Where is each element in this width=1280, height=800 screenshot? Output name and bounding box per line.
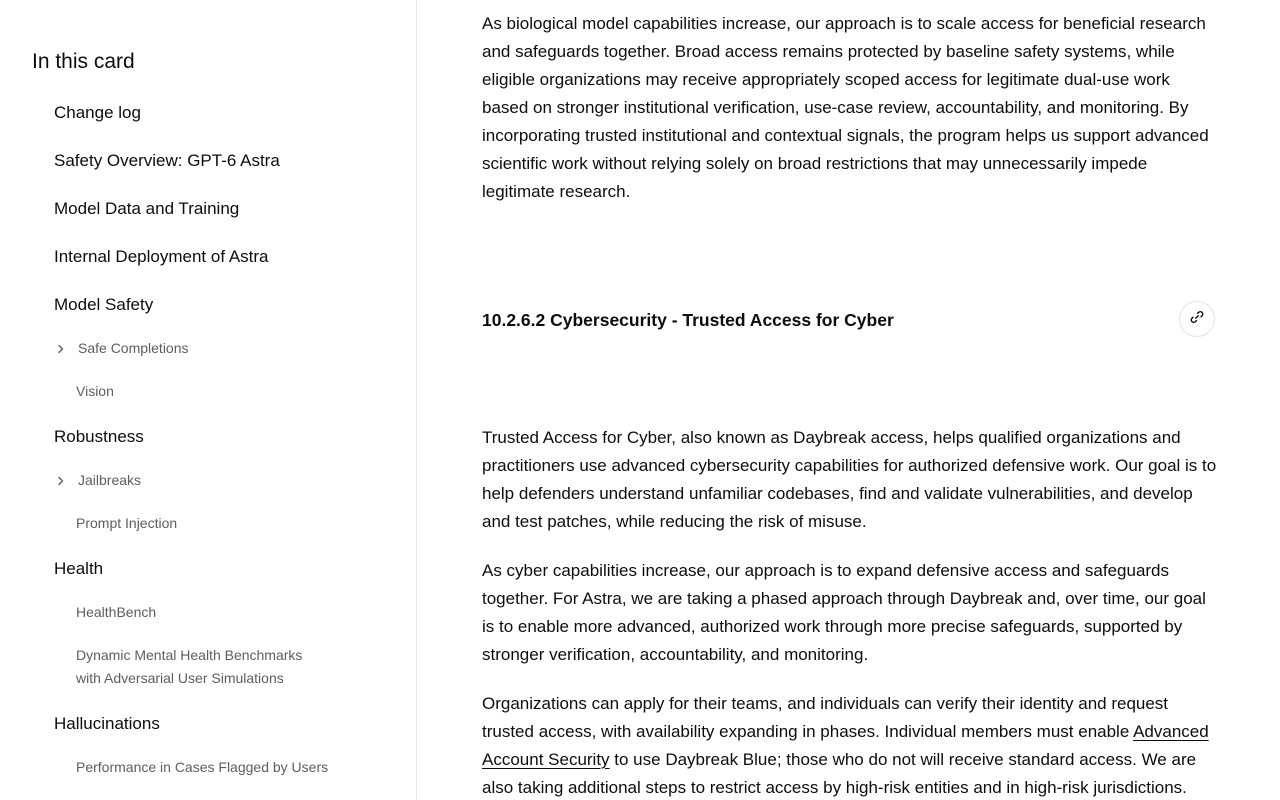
copy-link-button[interactable] bbox=[1179, 301, 1215, 337]
link-icon bbox=[1189, 309, 1205, 330]
toc-item-model-safety[interactable]: Model Safety bbox=[54, 295, 154, 314]
paragraph-text: to use Daybreak Blue; those who do not will receive standard access. We are also taking additional steps to restrict access by high-risk entities and in high-risk jurisdictions. bbox=[482, 750, 1197, 797]
intro-paragraph: As biological model capabilities increase, our approach is to scale access for beneficial research and safeguards together. Broad access remains protected by baseline safety systems, while eligible organizations may receive appropriately scoped access for legitimate dual-use work based on stronger institutional verification, use-case review, accountability, and monitoring. By incorporating trusted institutional and contextual signals, the program helps us support advanced scientific work without relying solely on broad restrictions that may unnecessarily impede legitimate research. bbox=[482, 14, 1209, 201]
toc-subitem-dynamic-mental-health[interactable]: Dynamic Mental Health Benchmarks with Adversarial User Simulations bbox=[76, 647, 303, 686]
toc-item-health[interactable]: Health bbox=[54, 559, 104, 578]
toc-item-safety-overview[interactable]: Safety Overview: GPT-6 Astra bbox=[54, 151, 280, 170]
toc-subitem-prompt-injection[interactable]: Prompt Injection bbox=[76, 515, 178, 531]
toc-item-robustness[interactable]: Robustness bbox=[54, 427, 144, 446]
section-heading: 10.2.6.2 Cybersecurity - Trusted Access for Cyber bbox=[482, 310, 894, 330]
toc-subitem-vision[interactable]: Vision bbox=[76, 383, 114, 399]
toc-item-internal-deployment[interactable]: Internal Deployment of Astra bbox=[54, 247, 269, 266]
table-of-contents-sidebar bbox=[0, 0, 417, 800]
chevron-right-icon bbox=[56, 344, 78, 354]
toc-subitem-flagged-cases[interactable]: Performance in Cases Flagged by Users bbox=[76, 759, 329, 775]
paragraph-approach: As cyber capabilities increase, our approach is to expand defensive access and safeguards together. For Astra, we are taking a phased approach through Daybreak and, over time, our goal is to enable more advanced, authorized work through more precise safeguards, supported by stronger verification, accountability, and monitoring. bbox=[482, 561, 1206, 664]
advanced-account-security-link[interactable]: Advanced Account Security bbox=[482, 722, 1209, 769]
article-content bbox=[417, 0, 1280, 800]
toc-subitem-label: Safe Completions bbox=[78, 340, 189, 356]
toc-item-model-data[interactable]: Model Data and Training bbox=[54, 199, 240, 218]
toc-subitem-healthbench[interactable]: HealthBench bbox=[76, 604, 157, 620]
paragraph-text: Organizations can apply for their teams, and individuals can verify their identity and request trusted access, with availability expanding in phases. Individual members must enable bbox=[482, 694, 1169, 741]
paragraph-trusted-access: Trusted Access for Cyber, also known as Daybreak access, helps qualified organizations and practitioners use advanced cybersecurity capabilities for authorized defensive work. Our goal is to help defenders understand unfamiliar codebases, find and validate vulnerabilities, and develop and test patches, while reducing the risk of misuse. bbox=[482, 428, 1217, 531]
toc-subitem-jailbreaks[interactable] bbox=[56, 469, 141, 492]
toc-item-change-log[interactable]: Change log bbox=[54, 103, 141, 122]
toc-subitem-label: Jailbreaks bbox=[78, 472, 142, 488]
chevron-right-icon bbox=[56, 476, 78, 486]
toc-title: In this card bbox=[32, 50, 135, 73]
toc-subitem-safe-completions[interactable] bbox=[56, 337, 189, 360]
toc-item-hallucinations[interactable]: Hallucinations bbox=[54, 714, 160, 733]
paragraph-applications bbox=[482, 690, 1217, 800]
